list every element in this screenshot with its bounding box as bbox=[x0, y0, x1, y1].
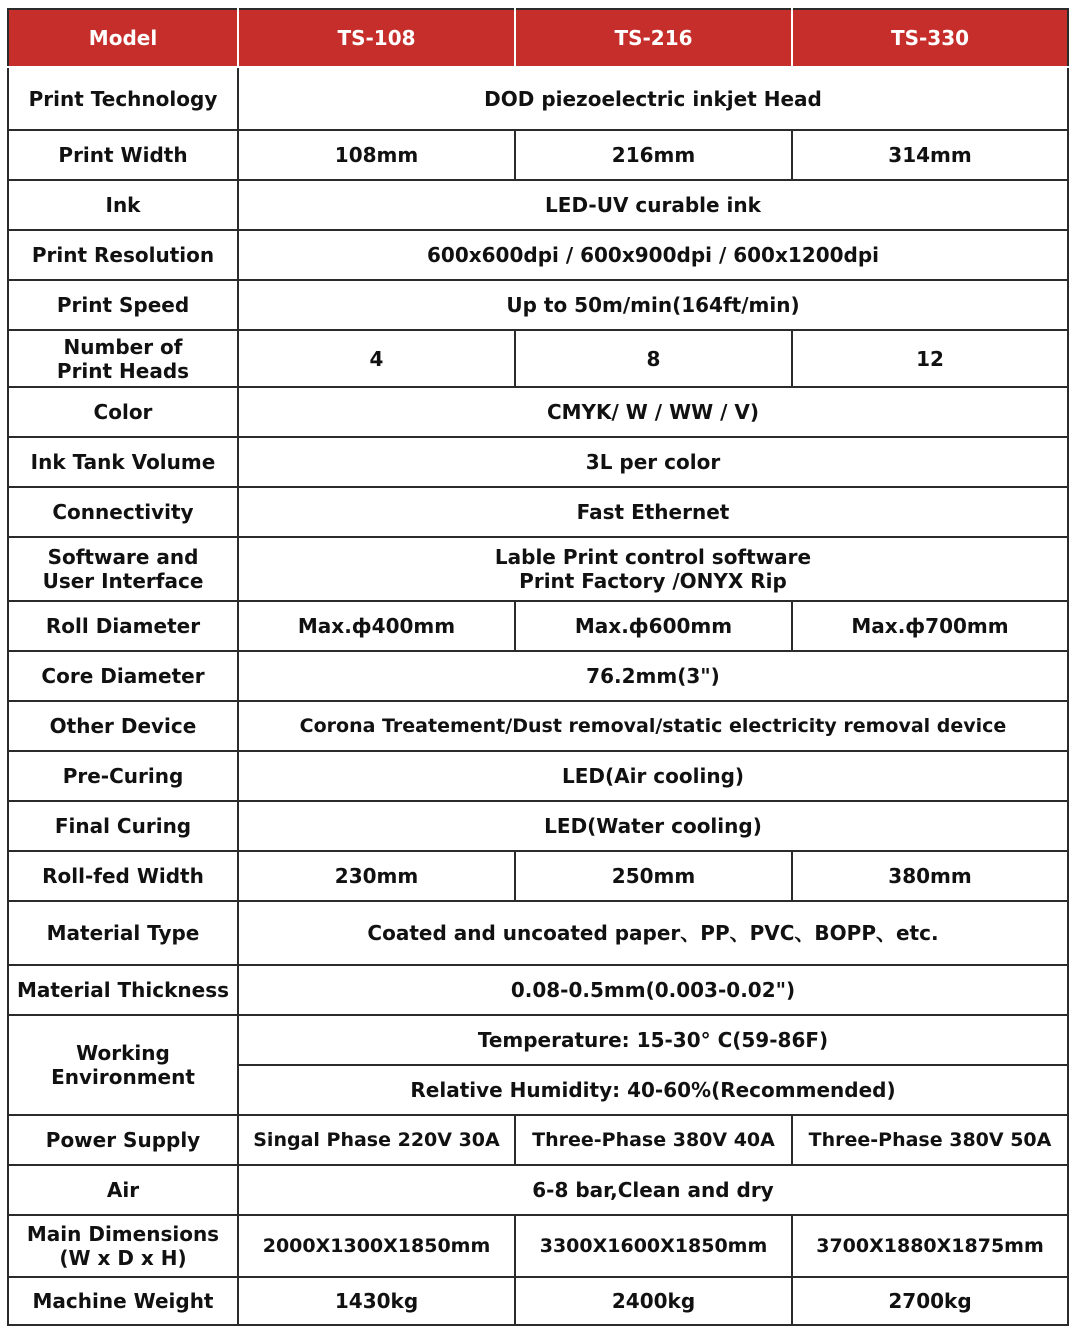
row-material-thickness bbox=[8, 965, 1068, 1015]
value-print-resolution: 600x600dpi / 600x900dpi / 600x1200dpi bbox=[238, 230, 1068, 280]
label-core-diameter: Core Diameter bbox=[8, 651, 238, 701]
value-print-width-ts-330: 314mm bbox=[792, 130, 1068, 180]
row-software bbox=[8, 537, 1068, 601]
label-ink-tank: Ink Tank Volume bbox=[8, 437, 238, 487]
label-software-line2: User Interface bbox=[42, 569, 204, 593]
label-main-dimensions-line1: Main Dimensions bbox=[26, 1222, 220, 1246]
row-pre-curing bbox=[8, 751, 1068, 801]
row-ink-tank bbox=[8, 437, 1068, 487]
value-main-dimensions-ts-330: 3700X1880X1875mm bbox=[792, 1215, 1068, 1277]
header-ts-108: TS-108 bbox=[238, 9, 515, 67]
label-pre-curing: Pre-Curing bbox=[8, 751, 238, 801]
row-print-width bbox=[8, 130, 1068, 180]
value-roll-fed-width-ts-330: 380mm bbox=[792, 851, 1068, 901]
label-print-speed: Print Speed bbox=[8, 280, 238, 330]
row-other-device bbox=[8, 701, 1068, 751]
value-print-heads-ts-330: 12 bbox=[792, 330, 1068, 387]
label-other-device: Other Device bbox=[8, 701, 238, 751]
value-connectivity: Fast Ethernet bbox=[238, 487, 1068, 537]
label-final-curing: Final Curing bbox=[8, 801, 238, 851]
label-working-environment bbox=[8, 1015, 238, 1115]
value-print-heads-ts-108: 4 bbox=[238, 330, 515, 387]
label-material-thickness: Material Thickness bbox=[8, 965, 238, 1015]
value-machine-weight-ts-330: 2700kg bbox=[792, 1277, 1068, 1325]
label-color: Color bbox=[8, 387, 238, 437]
row-final-curing bbox=[8, 801, 1068, 851]
value-print-technology: DOD piezoelectric inkjet Head bbox=[238, 67, 1068, 130]
label-air: Air bbox=[8, 1165, 238, 1215]
value-machine-weight-ts-108: 1430kg bbox=[238, 1277, 515, 1325]
row-air bbox=[8, 1165, 1068, 1215]
value-print-width-ts-108: 108mm bbox=[238, 130, 515, 180]
value-machine-weight-ts-216: 2400kg bbox=[515, 1277, 792, 1325]
value-material-thickness: 0.08-0.5mm(0.003-0.02") bbox=[238, 965, 1068, 1015]
value-print-speed: Up to 50m/min(164ft/min) bbox=[238, 280, 1068, 330]
row-color bbox=[8, 387, 1068, 437]
value-final-curing: LED(Water cooling) bbox=[238, 801, 1068, 851]
value-power-supply-ts-108: Singal Phase 220V 30A bbox=[238, 1115, 515, 1165]
label-main-dimensions bbox=[8, 1215, 238, 1277]
spec-table bbox=[7, 8, 1069, 1326]
row-power-supply bbox=[8, 1115, 1068, 1165]
label-roll-fed-width: Roll-fed Width bbox=[8, 851, 238, 901]
label-software bbox=[8, 537, 238, 601]
label-print-technology: Print Technology bbox=[8, 67, 238, 130]
row-print-heads bbox=[8, 330, 1068, 387]
header-ts-330: TS-330 bbox=[792, 9, 1068, 67]
label-print-width: Print Width bbox=[8, 130, 238, 180]
row-print-technology bbox=[8, 67, 1068, 130]
header-ts-216: TS-216 bbox=[515, 9, 792, 67]
value-power-supply-ts-330: Three-Phase 380V 50A bbox=[792, 1115, 1068, 1165]
value-pre-curing: LED(Air cooling) bbox=[238, 751, 1068, 801]
row-machine-weight bbox=[8, 1277, 1068, 1325]
label-power-supply: Power Supply bbox=[8, 1115, 238, 1165]
value-main-dimensions-ts-108: 2000X1300X1850mm bbox=[238, 1215, 515, 1277]
row-roll-diameter bbox=[8, 601, 1068, 651]
row-core-diameter bbox=[8, 651, 1068, 701]
value-other-device: Corona Treatement/Dust removal/static electricity removal device bbox=[238, 701, 1068, 751]
label-roll-diameter: Roll Diameter bbox=[8, 601, 238, 651]
row-main-dimensions bbox=[8, 1215, 1068, 1277]
value-software-line2: Print Factory /ONYX Rip bbox=[519, 569, 787, 593]
label-working-environment-line1: Working bbox=[76, 1041, 170, 1065]
row-connectivity bbox=[8, 487, 1068, 537]
label-working-environment-line2: Environment bbox=[51, 1065, 195, 1089]
row-material-type bbox=[8, 901, 1068, 965]
value-ink-tank: 3L per color bbox=[238, 437, 1068, 487]
value-humidity: Relative Humidity: 40-60%(Recommended) bbox=[238, 1065, 1068, 1115]
value-software bbox=[238, 537, 1068, 601]
value-roll-diameter-ts-216: Max.ф600mm bbox=[515, 601, 792, 651]
label-ink: Ink bbox=[8, 180, 238, 230]
label-print-heads-line2: Print Heads bbox=[56, 358, 190, 383]
value-roll-diameter-ts-330: Max.ф700mm bbox=[792, 601, 1068, 651]
value-core-diameter: 76.2mm(3") bbox=[238, 651, 1068, 701]
value-color: CMYK/ W / WW / V) bbox=[238, 387, 1068, 437]
row-print-speed bbox=[8, 280, 1068, 330]
value-main-dimensions-ts-216: 3300X1600X1850mm bbox=[515, 1215, 792, 1277]
label-connectivity: Connectivity bbox=[8, 487, 238, 537]
value-print-heads-ts-216: 8 bbox=[515, 330, 792, 387]
value-roll-fed-width-ts-216: 250mm bbox=[515, 851, 792, 901]
label-print-heads-line1: Number of bbox=[63, 334, 183, 359]
value-ink: LED-UV curable ink bbox=[238, 180, 1068, 230]
value-power-supply-ts-216: Three-Phase 380V 40A bbox=[515, 1115, 792, 1165]
value-air: 6-8 bar,Clean and dry bbox=[238, 1165, 1068, 1215]
value-temperature: Temperature: 15-30° C(59-86F) bbox=[238, 1015, 1068, 1065]
value-material-type: Coated and uncoated paper、PP、PVC、BOPP、etc. bbox=[238, 901, 1068, 965]
value-roll-diameter-ts-108: Max.ф400mm bbox=[238, 601, 515, 651]
row-print-resolution bbox=[8, 230, 1068, 280]
row-roll-fed-width bbox=[8, 851, 1068, 901]
label-machine-weight: Machine Weight bbox=[8, 1277, 238, 1325]
row-ink bbox=[8, 180, 1068, 230]
row-working-environment-temperature bbox=[8, 1015, 1068, 1065]
header-model: Model bbox=[8, 9, 238, 67]
label-print-resolution: Print Resolution bbox=[8, 230, 238, 280]
label-main-dimensions-line2: (W x D x H) bbox=[59, 1246, 187, 1270]
label-material-type: Material Type bbox=[8, 901, 238, 965]
label-print-heads bbox=[8, 330, 238, 387]
label-software-line1: Software and bbox=[47, 545, 199, 569]
value-software-line1: Lable Print control software bbox=[494, 545, 812, 569]
value-roll-fed-width-ts-108: 230mm bbox=[238, 851, 515, 901]
value-print-width-ts-216: 216mm bbox=[515, 130, 792, 180]
header-row bbox=[8, 9, 1068, 67]
